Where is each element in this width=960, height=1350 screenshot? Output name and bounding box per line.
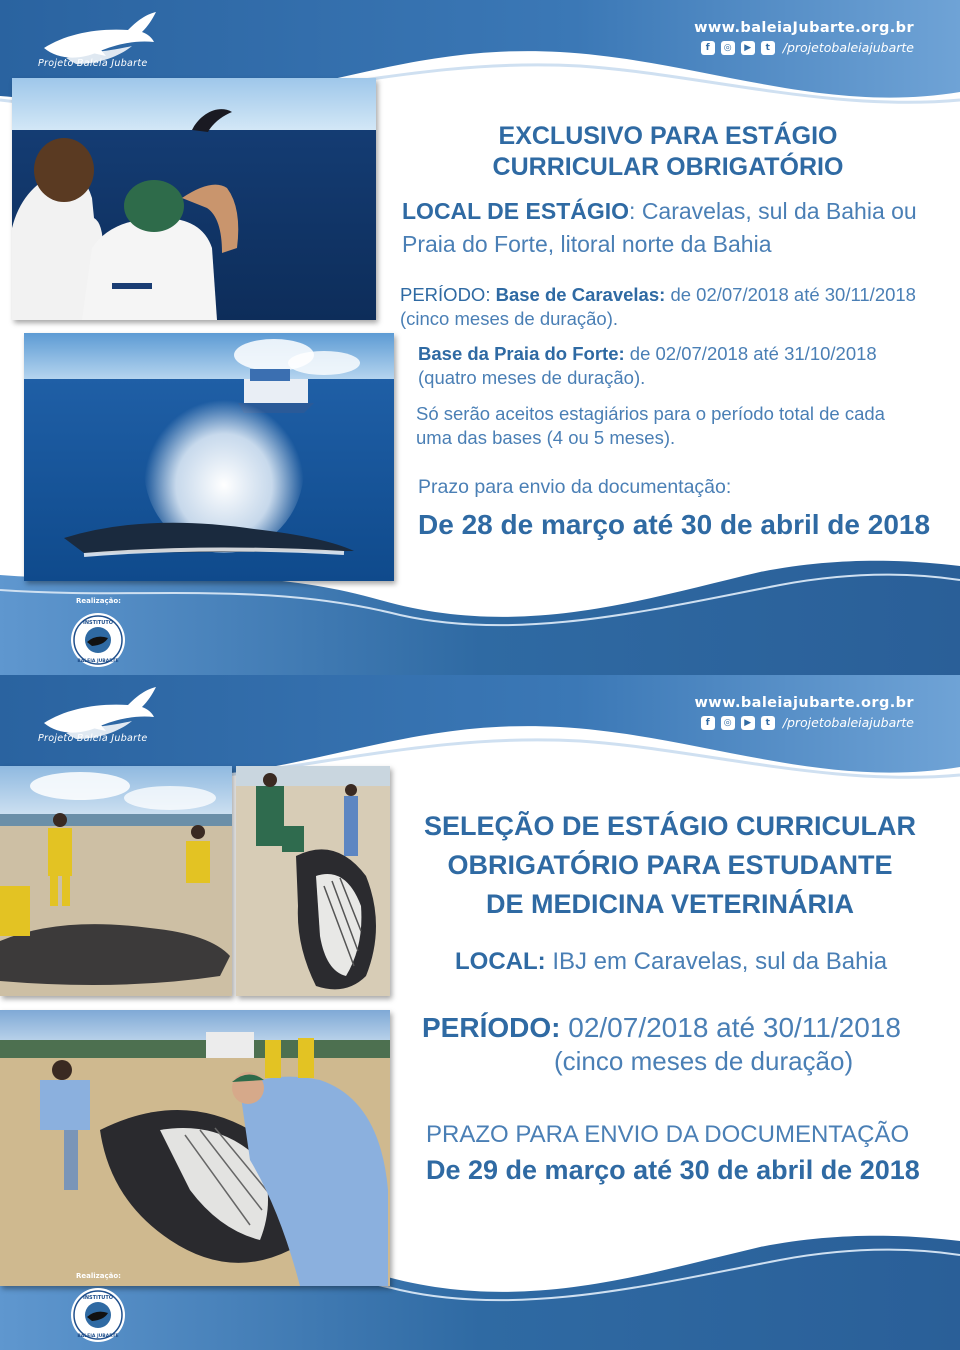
seal-text-top: INSTITUTO	[82, 1295, 114, 1301]
base-praia-do-forte	[418, 343, 877, 365]
periodo-line	[422, 1012, 901, 1044]
base2-label: Base da Praia do Forte:	[418, 343, 625, 364]
logo-text: Projeto Baleia Jubarte	[38, 58, 148, 69]
facebook-icon[interactable]: f	[701, 41, 715, 55]
flyer-medicina-veterinaria	[0, 675, 960, 1350]
photo-whale-blow-boat	[24, 333, 394, 581]
instituto-seal-icon	[70, 612, 126, 668]
prazo-label: Prazo para envio da documentação:	[418, 476, 732, 498]
facebook-icon[interactable]: f	[701, 716, 715, 730]
photo-beach-stranded-whale	[0, 766, 232, 996]
local-value-2: Praia do Forte, litoral norte da Bahia	[402, 231, 772, 257]
prazo-label: PRAZO PARA ENVIO DA DOCUMENTAÇÃO	[426, 1121, 910, 1148]
local-value: IBJ em Caravelas, sul da Bahia	[552, 948, 888, 975]
social-links	[701, 715, 914, 730]
social-handle[interactable]: /projetobaleiajubarte	[782, 715, 914, 730]
realizacao-label: Realização:	[76, 597, 121, 605]
twitter-icon[interactable]: t	[761, 716, 775, 730]
periodo-duration: (cinco meses de duração)	[554, 1046, 854, 1076]
seal-text-bottom: BALEIA JUBARTE	[77, 1334, 119, 1339]
seal-text-bottom: BALEIA JUBARTE	[77, 659, 119, 664]
youtube-icon[interactable]: ▶	[741, 41, 755, 55]
instagram-icon[interactable]: ◎	[721, 41, 735, 55]
seal-text-top: INSTITUTO	[82, 620, 114, 626]
youtube-icon[interactable]: ▶	[741, 716, 755, 730]
title-line-1: EXCLUSIVO PARA ESTÁGIO	[498, 122, 838, 150]
periodo-base-caravelas	[400, 284, 916, 306]
photo-necropsy-team-beach	[0, 1010, 390, 1286]
website-link[interactable]: www.baleiaJubarte.org.br	[694, 20, 914, 36]
title-line-2: OBRIGATÓRIO PARA ESTUDANTE	[447, 850, 893, 880]
website-link[interactable]: www.baleiajubarte.org.br	[694, 695, 914, 711]
periodo-label: PERÍODO:	[422, 1012, 561, 1043]
periodo-label: PERÍODO:	[400, 284, 491, 305]
photo-team-whale-carcass	[236, 766, 390, 996]
realizacao-label: Realização:	[76, 1272, 121, 1280]
social-handle[interactable]: /projetobaleiajubarte	[782, 40, 914, 55]
local-label: LOCAL DE ESTÁGIO	[402, 198, 630, 224]
base2-duration: (quatro meses de duração).	[418, 367, 646, 388]
local-label: LOCAL:	[455, 948, 546, 975]
note-line-1: Só serão aceitos estagiários para o período total de cada	[416, 403, 885, 424]
note-line-2: uma das bases (4 ou 5 meses).	[416, 427, 676, 448]
base1-duration: (cinco meses de duração).	[400, 308, 618, 329]
instituto-seal-icon	[70, 1287, 126, 1343]
photo-interns-whale-watching	[12, 78, 376, 320]
base2-value: de 02/07/2018 até 31/10/2018	[629, 343, 877, 364]
title-line-3: DE MEDICINA VETERINÁRIA	[485, 889, 855, 919]
local-line	[455, 948, 887, 976]
base1-label: Base de Caravelas:	[495, 284, 666, 305]
periodo-value: 02/07/2018 até 30/11/2018	[568, 1012, 901, 1043]
prazo-value: De 29 de março até 30 de abril de 2018	[426, 1155, 920, 1185]
title-line-1: SELEÇÃO DE ESTÁGIO CURRICULAR	[423, 811, 917, 841]
local-value-1: : Caravelas, sul da Bahia ou	[629, 198, 917, 224]
logo-text: Projeto Baleia Jubarte	[38, 733, 148, 744]
twitter-icon[interactable]: t	[761, 41, 775, 55]
title-line-2: CURRICULAR OBRIGATÓRIO	[492, 153, 844, 181]
base1-value: de 02/07/2018 até 30/11/2018	[670, 284, 916, 305]
prazo-value: De 28 de março até 30 de abril de 2018	[418, 509, 931, 540]
social-links	[701, 40, 914, 55]
instagram-icon[interactable]: ◎	[721, 716, 735, 730]
local-estagio-line-1	[402, 198, 917, 225]
